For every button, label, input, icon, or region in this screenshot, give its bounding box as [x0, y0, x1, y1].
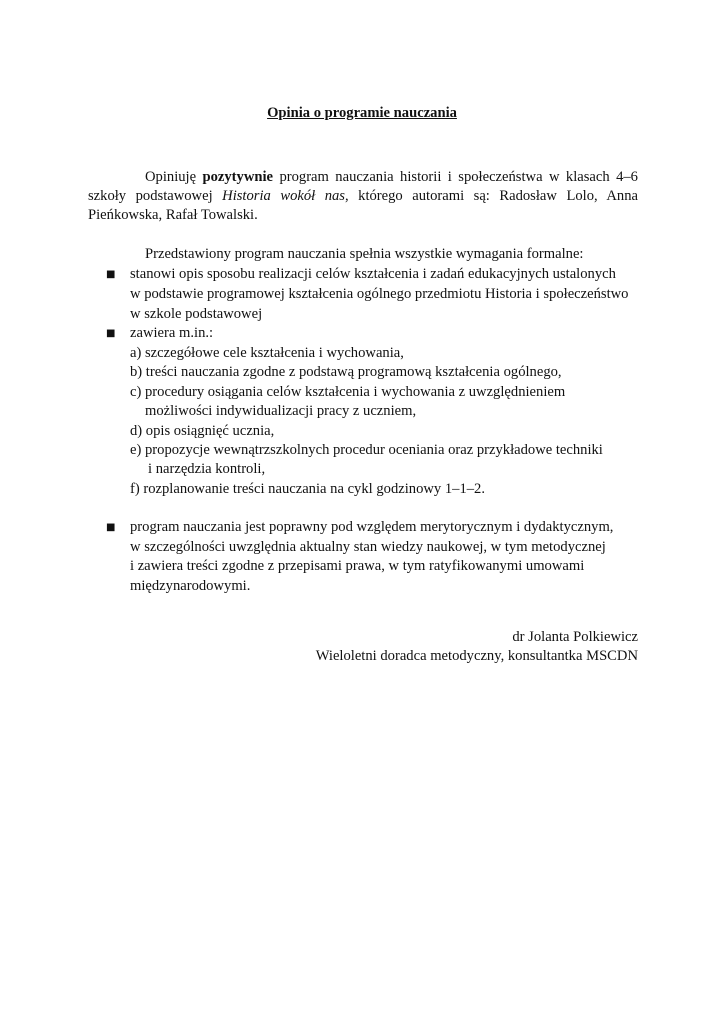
sublist-item-e: e) propozycje wewnątrzszkolnych procedur oceniania oraz przykładowe techniki — [130, 442, 603, 458]
intro-paragraph — [88, 168, 638, 226]
bullet-1-line-2: w podstawie programowej kształcenia ogólnego przedmiotu Historia i społeczeństwo — [130, 286, 629, 302]
intro-bold: pozytywnie — [202, 169, 274, 185]
sublist-item-d: d) opis osiągnięć ucznia, — [130, 423, 275, 439]
bullet-3-line-4: międzynarodowymi. — [130, 578, 251, 594]
intro-text-1: Opiniuję — [145, 169, 203, 185]
sublist-item-c-cont: możliwości indywidualizacji pracy z uczniem, — [145, 403, 417, 419]
requirements-lead: Przedstawiony program nauczania spełnia wszystkie wymagania formalne: — [145, 246, 584, 262]
signature-name: dr Jolanta Polkiewicz — [512, 629, 638, 645]
intro-text-3: , którego autorami są: Radosław Lolo, Anna Pieńkowska, Rafał Towalski. — [88, 188, 638, 224]
sublist-item-e-cont: i narzędzia kontroli, — [148, 461, 266, 477]
sublist-item-c: c) procedury osiągania celów kształcenia i wychowania z uwzględnieniem — [130, 384, 566, 400]
intro-italic-title: Historia wokół nas — [222, 188, 345, 205]
bullet-3-line-1: program nauczania jest poprawny pod względem merytorycznym i dydaktycznym, — [130, 519, 614, 535]
intro-text-2: program nauczania historii i społeczeństwa w klasach 4–6 szkoły podstawowej — [88, 169, 638, 205]
bullet-marker: ■ — [106, 522, 116, 533]
bullet-2-label: zawiera m.in.: — [130, 325, 214, 341]
bullet-3-line-2: w szczególności uwzględnia aktualny stan wiedzy naukowej, w tym metodycznej — [130, 539, 606, 555]
signature-role: Wieloletni doradca metodyczny, konsultantka MSCDN — [315, 648, 638, 664]
sublist-item-f: f) rozplanowanie treści nauczania na cykl godzinowy 1–1–2. — [130, 481, 485, 497]
sublist-item-a: a) szczegółowe cele kształcenia i wychowania, — [130, 345, 404, 361]
sublist-item-b: b) treści nauczania zgodne z podstawą programową kształcenia ogólnego, — [130, 364, 562, 380]
bullet-marker: ■ — [106, 328, 116, 339]
bullet-1-line-3: w szkole podstawowej — [130, 306, 263, 322]
bullet-1-line-1: stanowi opis sposobu realizacji celów kształcenia i zadań edukacyjnych ustalonych — [130, 266, 616, 282]
bullet-3-line-3: i zawiera treści zgodne z przepisami prawa, w tym ratyfikowanymi umowami — [130, 558, 585, 574]
document-title: Opinia o programie nauczania — [267, 105, 457, 121]
bullet-marker: ■ — [106, 269, 116, 280]
